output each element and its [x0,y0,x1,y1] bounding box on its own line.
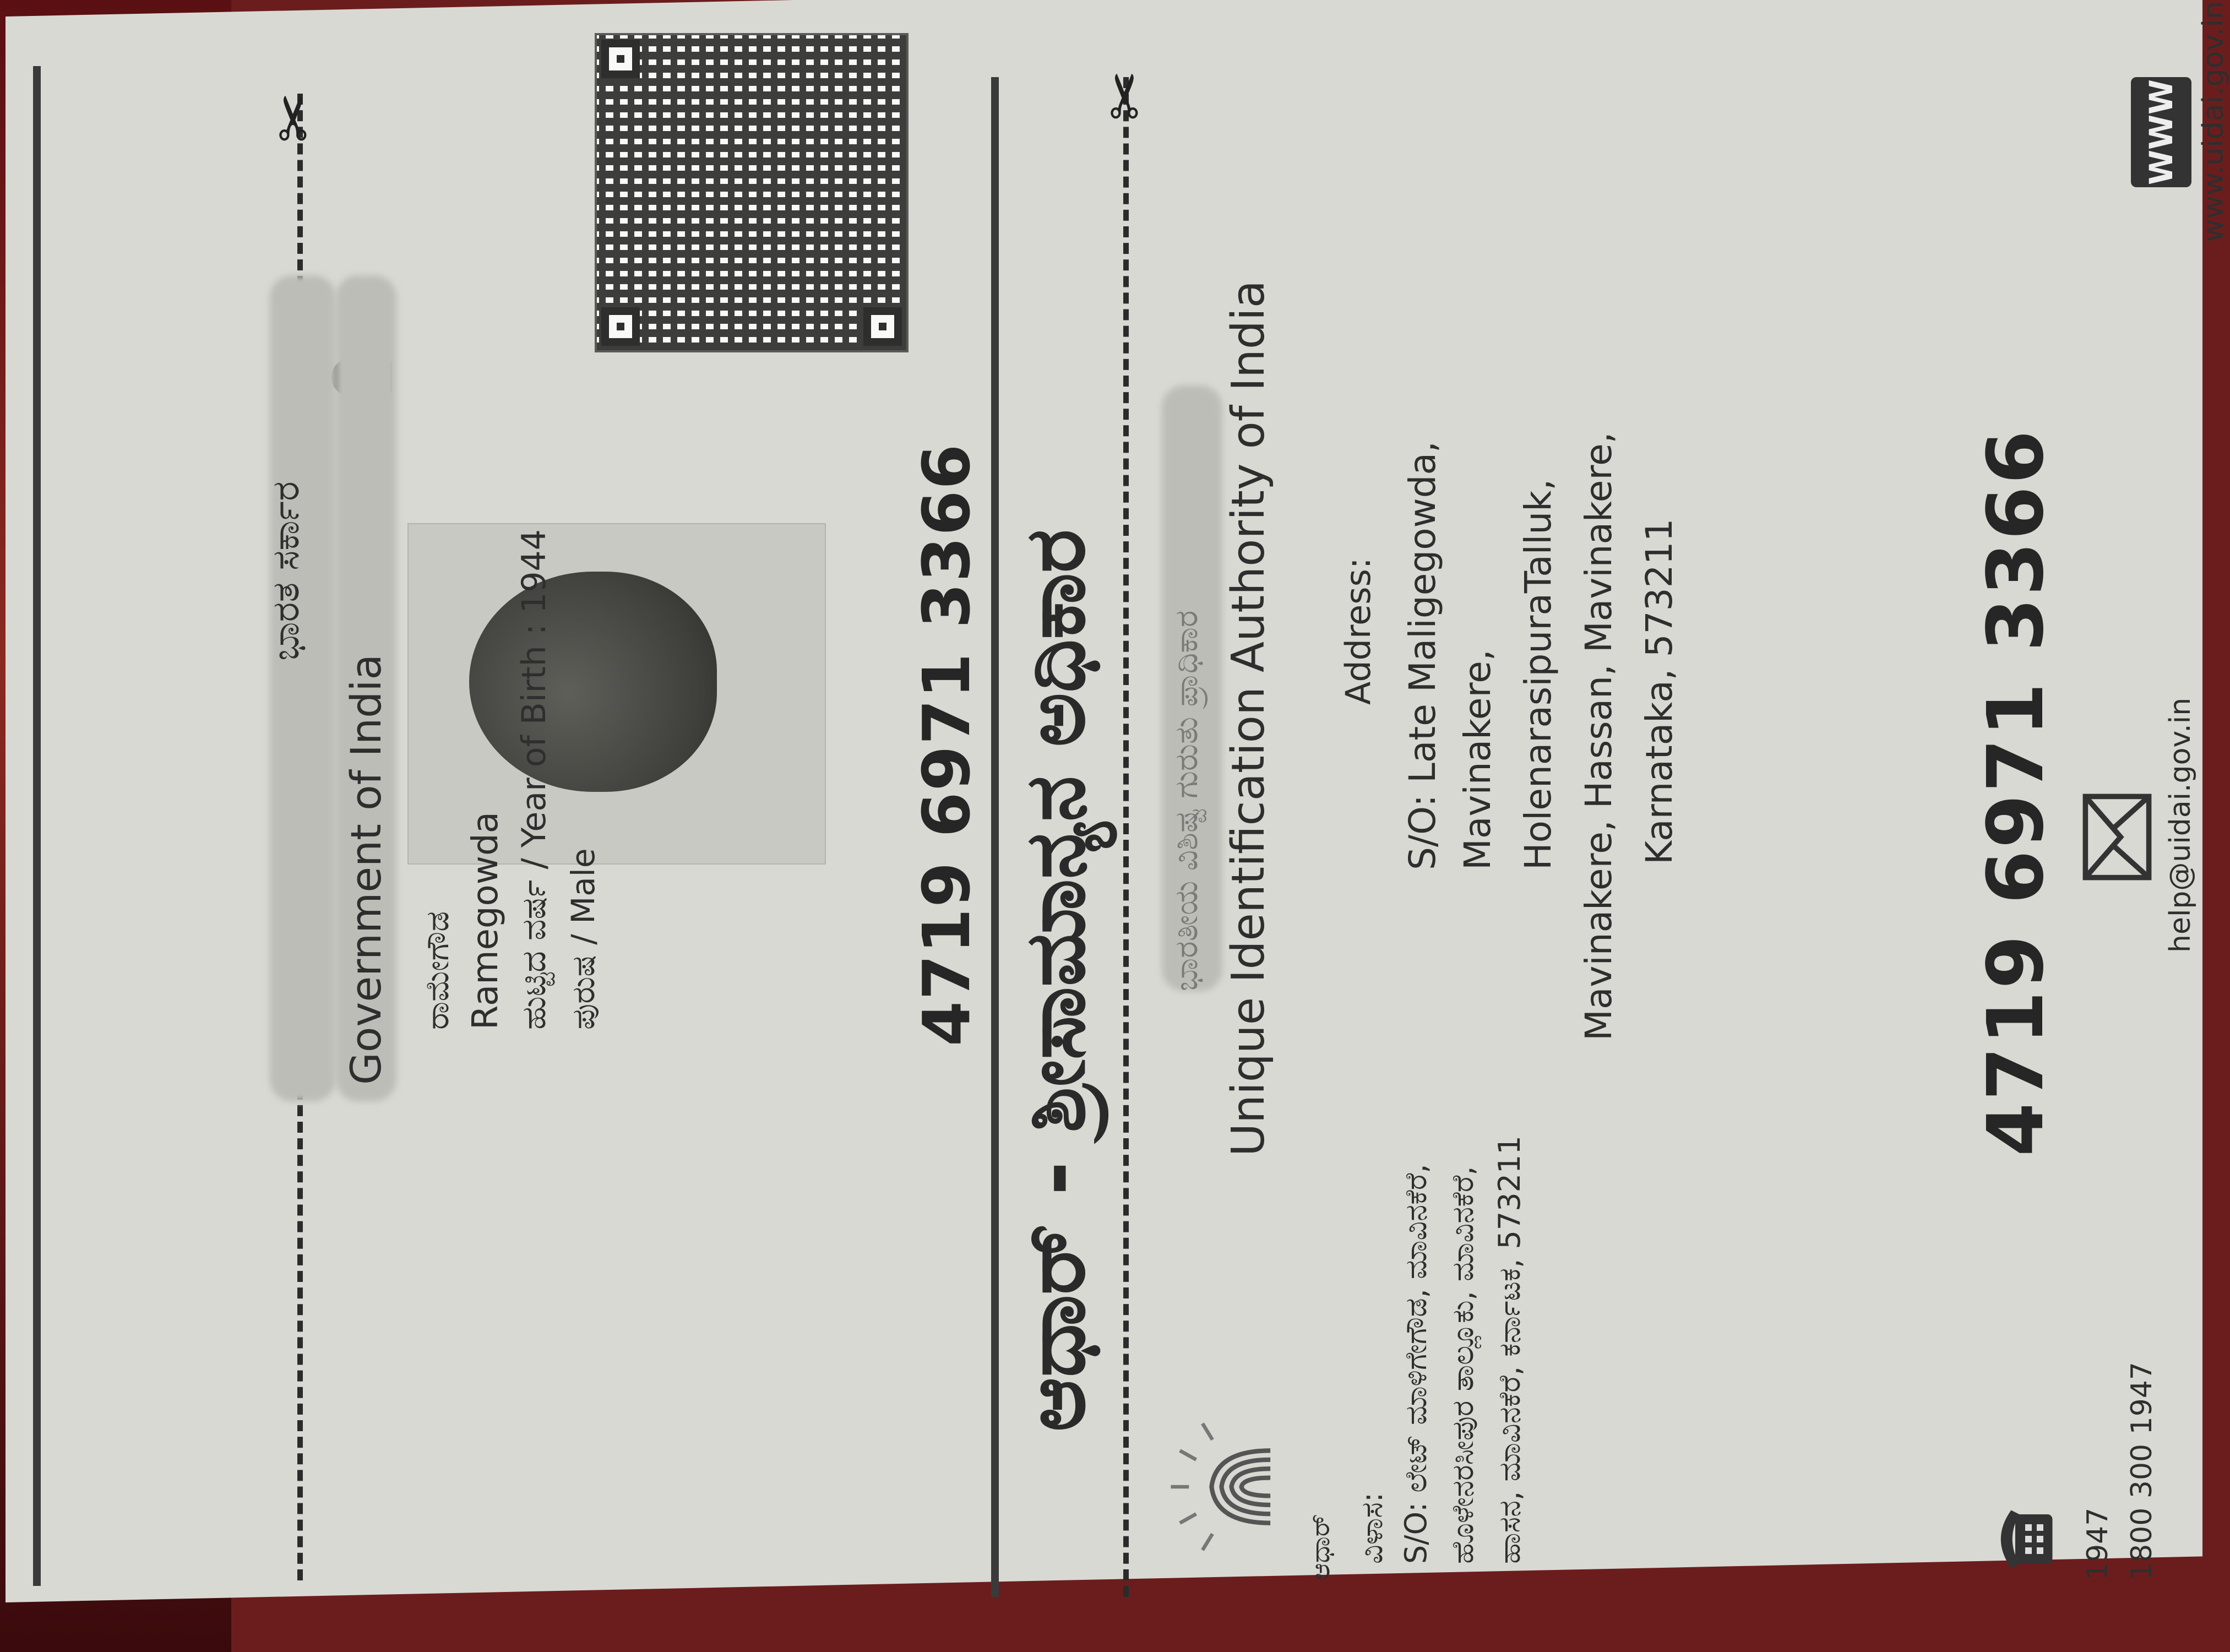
cut-line-middle [1123,77,1129,1597]
tagline-kannada: ಆಧಾರ್ - ಶ್ರೀಸಾಮಾನ್ಯನ ಅಧಿಕಾರ [1008,529,1103,1432]
top-border-rule [33,66,41,1586]
www-badge: WWW [2131,77,2191,187]
gov-kannada: ಭಾರತ ಸರ್ಕಾರ [264,481,308,661]
website: www.uidai.gov.in [2197,1,2230,242]
help-email: help@uidai.gov.in [2164,697,2197,953]
qr-finder [601,40,640,78]
gender: ಪುರುಷ / Male [564,848,602,1030]
aadhaar-number-bottom: 4719 6971 3366 [1971,428,2061,1156]
address-english-line3: HolenarasipuraTalluk, [1517,479,1559,870]
qr-code [595,33,909,352]
name-kannada: ರಾಮೇಗೌಡ [418,911,456,1030]
qr-finder [601,307,640,346]
address-label-kannada: ವಿಳಾಸ: [1355,1492,1389,1564]
address-label-english: Address: [1338,557,1378,705]
phone-icon [1982,1498,2065,1580]
qr-finder [863,307,902,346]
header-highlight [270,275,336,1101]
address-english-line1: S/O: Late Maligegowda, [1401,441,1444,870]
year-of-birth: ಹುಟ್ಟಿದ ವರ್ಷ / Year of Birth : 1944 [515,529,553,1030]
phone-short: 1947 [2081,1507,2114,1580]
scissors-icon: ✂ [1090,70,1161,121]
name-english: Ramegowda [465,812,506,1030]
aadhaar-number-top: 4719 6971 3366 [909,443,985,1046]
address-english-line5: Karnataka, 573211 [1638,518,1680,865]
authority-kannada: ಭಾರತೀಯ ವಿಶಿಷ್ಟ ಗುರುತು ಪ್ರಾಧಿಕಾರ [1167,610,1205,991]
middle-border-rule [991,77,999,1597]
address-kannada-line3: ಹಾಸನ, ಮಾವಿನಕೆರೆ, ಕರ್ನಾಟಕ, 573211 [1492,1135,1527,1564]
address-kannada-line2: ಹೊಳೇನರಸೀಪುರ ತಾಲ್ಲೂಕು, ಮಾವಿನಕೆರೆ, [1445,1166,1480,1564]
address-english-line4: Mavinakere, Hassan, Mavinakere, [1578,432,1620,1041]
photo-head [469,572,717,792]
mail-icon [2081,793,2153,881]
address-kannada-line1: S/O: ಲೇಟ್ ಮಾಳಿಗೇಗೌಡ, ಮಾವಿನಕೆರೆ, [1399,1164,1433,1564]
aadhaar-logo-icon [1162,1388,1288,1586]
aadhaar-logo-text: ಆಧಾರ್ [1305,1514,1336,1580]
address-english-line2: Mavinakere, [1456,649,1499,870]
phone-long: 1800 300 1947 [2125,1362,2158,1580]
scissors-icon: ✂ [259,92,329,143]
gov-english: Government of India [341,654,390,1085]
authority-english: Unique Identification Authority of India [1222,280,1275,1156]
